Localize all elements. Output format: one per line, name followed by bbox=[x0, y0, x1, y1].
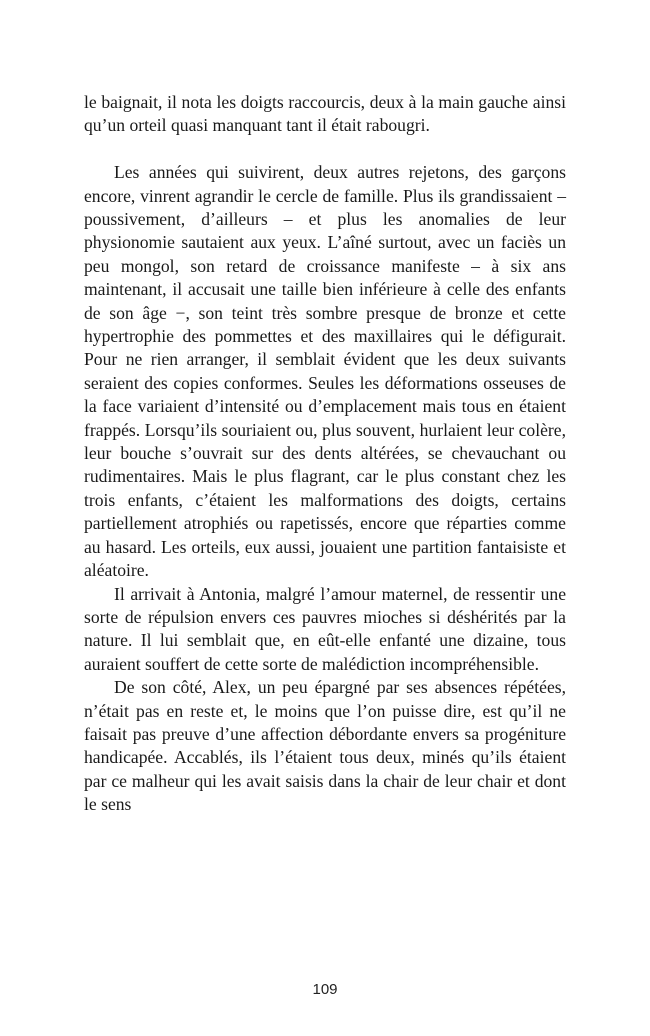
page-number: 109 bbox=[312, 981, 338, 998]
page-body bbox=[84, 91, 566, 817]
paragraph-antonia: Il arrivait à Antonia, malgré l’amour maternel, de ressentir une sorte de répulsion envers ces pauvres mioches si déshérités par la nature. Il lui semblait que, en eût-elle enfanté une dizaine, tous auraient souffert de cette sorte de malédiction incompréhensible. bbox=[84, 583, 566, 674]
paragraph-siblings: Les années qui suivirent, deux autres rejetons, des garçons encore, vinrent agrandir le cercle de famille. Plus ils grandissaient – poussivement, d’ailleurs – et plus les anomalies de leur physionomie sautaient aux yeux. L’aîné surtout, avec un faciès un peu mongol, son retard de croissance manifeste – à six ans maintenant, il accusait une taille bien inférieure à celle des enfants de son âge −, son teint très sombre presque de bronze et cette hypertrophie des pommettes et des maxillaires qui le défigurait. Pour ne rien arranger, il semblait évident que les deux suivants seraient des copies conformes. Seules les déformations osseuses de la face variaient d’intensité ou d’emplacement mais tous en étaient frappés. Lorsqu’ils souriaient ou, plus souvent, hurlaient leur colère, leur bouche s’ouvrait sur des dents altérées, se chevauchant ou rudimentaires. Mais le plus flagrant, car le plus constant chez les trois enfants, c’étaient les malformations des doigts, certains partiellement atrophiés ou rapetissés, encore que réparties comme au hasard. Les orteils, eux aussi, jouaient une partition fantaisiste et aléatoire. bbox=[84, 162, 566, 581]
paragraph-continuation: le baignait, il nota les doigts raccourcis, deux à la main gauche ainsi qu’un orteil quasi manquant tant il était rabougri. bbox=[84, 92, 566, 136]
paragraph-alex: De son côté, Alex, un peu épargné par ses absences répétées, n’était pas en reste et, le moins que l’on puisse dire, est qu’il ne faisait pas preuve d’une affection débordante envers sa progéniture handicapée. Accablés, ils l’étaient tous deux, minés qu’ils étaient par ce malheur qui les avait saisis dans la chair de leur chair et dont le sens bbox=[84, 677, 566, 815]
